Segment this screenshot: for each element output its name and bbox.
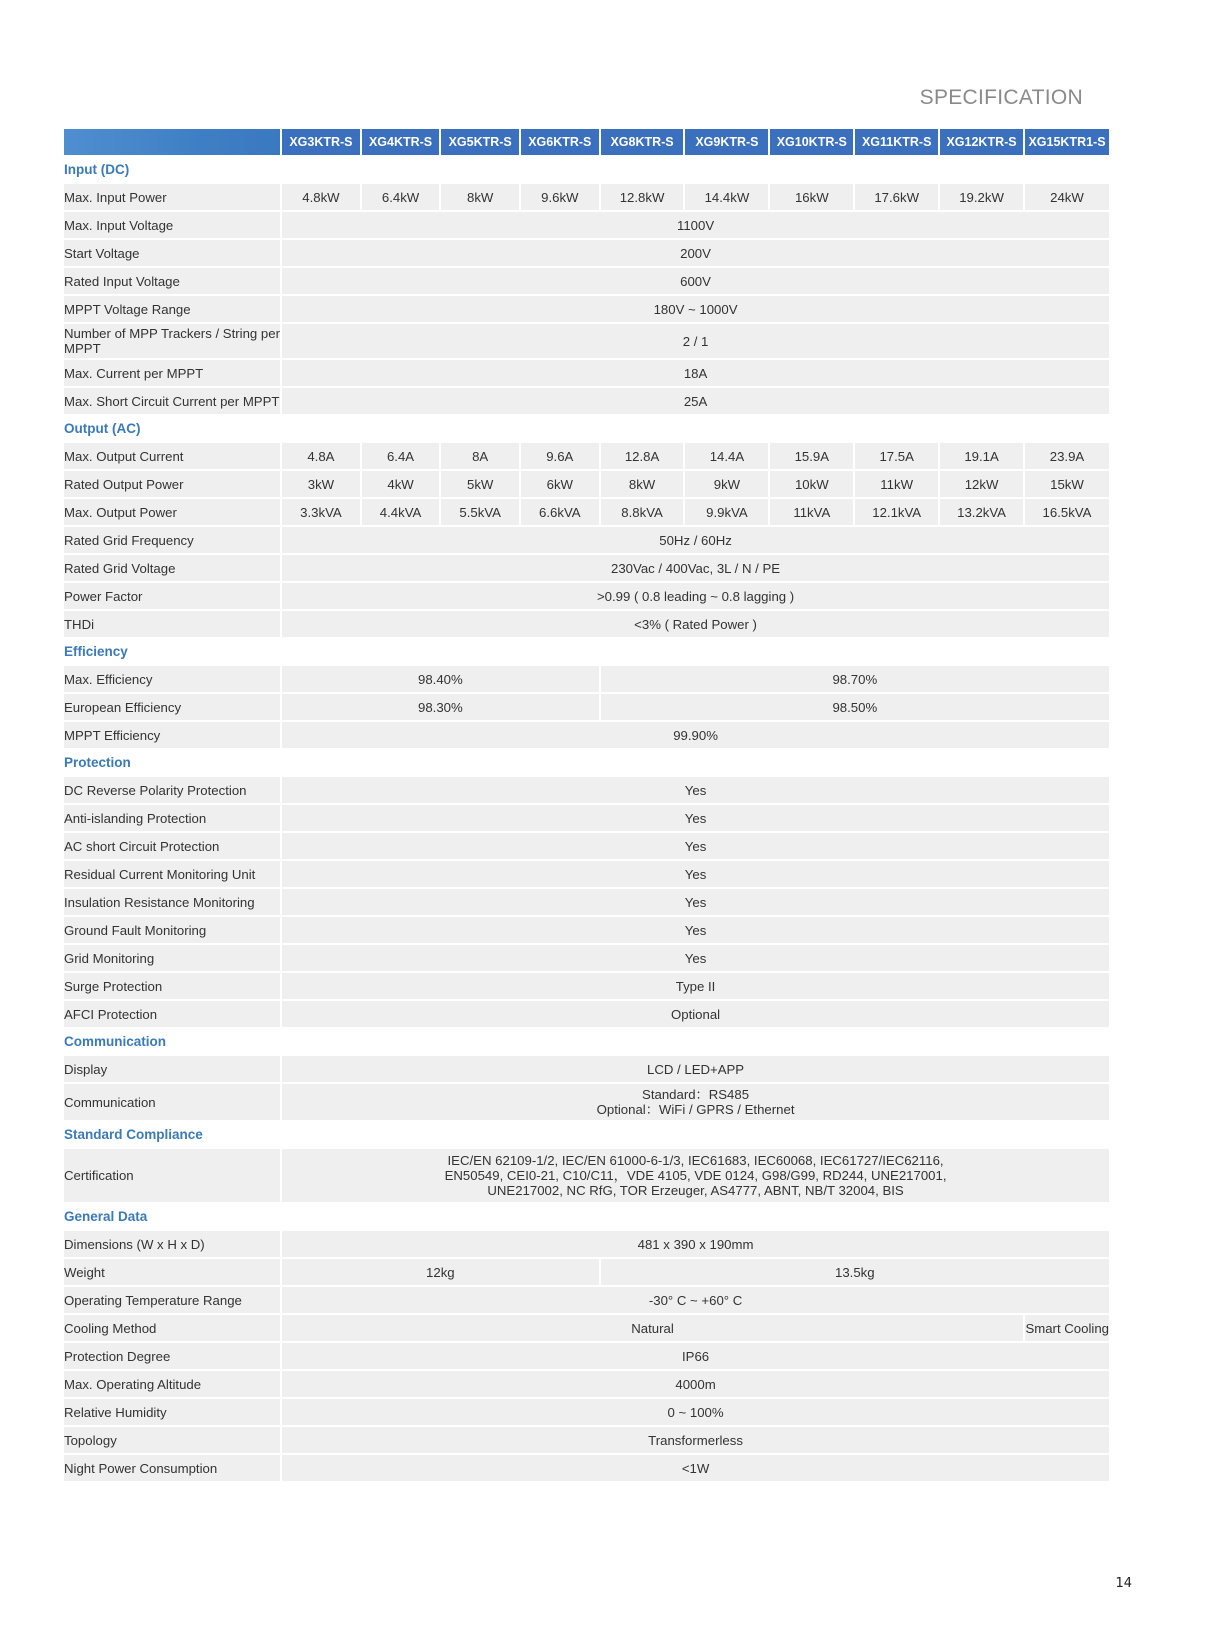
table-row xyxy=(64,360,1109,386)
cell-value: 0 ~ 100% xyxy=(282,1399,1109,1425)
cell-value: Yes xyxy=(282,861,1109,887)
table-row xyxy=(64,555,1109,581)
cell-value: 16.5kVA xyxy=(1025,499,1109,525)
model-header: XG11KTR-S xyxy=(855,129,938,155)
cell-value: Natural xyxy=(282,1315,1023,1341)
cell-line: Optional：WiFi / GPRS / Ethernet xyxy=(596,1102,795,1117)
table-row xyxy=(64,722,1109,748)
row-label: Cooling Method xyxy=(64,1315,280,1341)
cell-value: Yes xyxy=(282,805,1109,831)
cell-value: 12kg xyxy=(282,1259,599,1285)
table-row xyxy=(64,184,1109,210)
cell-value: Yes xyxy=(282,889,1109,915)
table-row xyxy=(64,1149,1109,1202)
cell-value: 8A xyxy=(441,443,519,469)
table-row xyxy=(64,268,1109,294)
table-row xyxy=(64,777,1109,803)
cell-value: 12.8kW xyxy=(601,184,684,210)
cell-value: 3kW xyxy=(282,471,360,497)
cell-value: 6.4kW xyxy=(362,184,440,210)
table-row xyxy=(64,499,1109,525)
section-title-communication: Communication xyxy=(64,1029,1109,1054)
cell-value: 15.9A xyxy=(770,443,853,469)
cell-value: 4.8A xyxy=(282,443,360,469)
cell-value: 17.5A xyxy=(855,443,938,469)
cell-value: Type II xyxy=(282,973,1109,999)
cell-value: 200V xyxy=(282,240,1109,266)
cell-value: Yes xyxy=(282,945,1109,971)
cell-value: 12kW xyxy=(940,471,1023,497)
row-label: Number of MPP Trackers / String per MPPT xyxy=(64,326,280,356)
cell-value: 98.70% xyxy=(601,666,1109,692)
cell-value: 24kW xyxy=(1025,184,1109,210)
cell-value: 11kVA xyxy=(770,499,853,525)
model-header-row xyxy=(64,129,1109,155)
table-row xyxy=(64,1399,1109,1425)
row-label: Max. Efficiency xyxy=(64,666,280,692)
table-row xyxy=(64,527,1109,553)
cell-value: 18A xyxy=(282,360,1109,386)
model-header: XG6KTR-S xyxy=(521,129,599,155)
model-header: XG8KTR-S xyxy=(601,129,684,155)
row-label: Topology xyxy=(64,1427,280,1453)
row-label: Anti-islanding Protection xyxy=(64,805,280,831)
table-row xyxy=(64,324,1109,358)
cell-value: 600V xyxy=(282,268,1109,294)
table-row xyxy=(64,666,1109,692)
row-label: Ground Fault Monitoring xyxy=(64,917,280,943)
table-row xyxy=(64,1315,1109,1341)
cell-value: Yes xyxy=(282,777,1109,803)
table-row xyxy=(64,945,1109,971)
cell-value: 1100V xyxy=(282,212,1109,238)
cell-value: 10kW xyxy=(770,471,853,497)
table-row xyxy=(64,583,1109,609)
cell-value: 13.2kVA xyxy=(940,499,1023,525)
model-header: XG3KTR-S xyxy=(282,129,360,155)
cell-value: Yes xyxy=(282,917,1109,943)
cell-value: 9.9kVA xyxy=(685,499,768,525)
cell-line: IEC/EN 62109-1/2, IEC/EN 61000-6-1/3, IEC61683, IEC60068, IEC61727/IEC62116, xyxy=(447,1153,944,1168)
cell-value: 16kW xyxy=(770,184,853,210)
table-row xyxy=(64,1231,1109,1257)
row-label: MPPT Efficiency xyxy=(64,722,280,748)
cell-line: UNE217002, NC RfG, TOR Erzeuger, AS4777, ABNT, NB/T 32004, BIS xyxy=(487,1183,904,1198)
row-label: Protection Degree xyxy=(64,1343,280,1369)
row-label: Max. Output Power xyxy=(64,499,280,525)
model-header: XG9KTR-S xyxy=(685,129,768,155)
page-number: 14 xyxy=(1115,1576,1132,1591)
row-label: Communication xyxy=(64,1084,280,1120)
cell-value xyxy=(282,1149,1109,1202)
cell-line: Standard：RS485 xyxy=(642,1087,750,1102)
cell-value: 19.2kW xyxy=(940,184,1023,210)
section-title-compliance: Standard Compliance xyxy=(64,1122,1109,1147)
table-row xyxy=(64,833,1109,859)
cell-value: 6.4A xyxy=(362,443,440,469)
cell-value: 5.5kVA xyxy=(441,499,519,525)
cell-value: -30° C ~ +60° C xyxy=(282,1287,1109,1313)
cell-value: 6.6kVA xyxy=(521,499,599,525)
table-row xyxy=(64,388,1109,414)
section-title-protection: Protection xyxy=(64,750,1109,775)
table-row xyxy=(64,1259,1109,1285)
table-row xyxy=(64,861,1109,887)
header-corner xyxy=(64,129,280,155)
section-title-efficiency: Efficiency xyxy=(64,639,1109,664)
section-title-output: Output (AC) xyxy=(64,416,1109,441)
cell-value: 50Hz / 60Hz xyxy=(282,527,1109,553)
table-row xyxy=(64,973,1109,999)
cell-value: 98.30% xyxy=(282,694,599,720)
cell-value: 17.6kW xyxy=(855,184,938,210)
row-label: Max. Current per MPPT xyxy=(64,360,280,386)
row-label: Rated Input Voltage xyxy=(64,268,280,294)
table-row xyxy=(64,1001,1109,1027)
table-row xyxy=(64,1287,1109,1313)
page-title: SPECIFICATION xyxy=(919,86,1083,109)
cell-value: 4kW xyxy=(362,471,440,497)
row-label: Residual Current Monitoring Unit xyxy=(64,861,280,887)
model-header: XG10KTR-S xyxy=(770,129,853,155)
section-title-input: Input (DC) xyxy=(64,157,1109,182)
table-row xyxy=(64,1371,1109,1397)
model-header: XG4KTR-S xyxy=(362,129,440,155)
table-row xyxy=(64,889,1109,915)
cell-value: 25A xyxy=(282,388,1109,414)
cell-value: Transformerless xyxy=(282,1427,1109,1453)
table-row xyxy=(64,443,1109,469)
row-label: Certification xyxy=(64,1149,280,1202)
row-label: Max. Short Circuit Current per MPPT xyxy=(64,388,280,414)
row-label: Max. Input Power xyxy=(64,184,280,210)
cell-value: 19.1A xyxy=(940,443,1023,469)
cell-value: 8kW xyxy=(441,184,519,210)
row-label: Rated Output Power xyxy=(64,471,280,497)
cell-value: 481 x 390 x 190mm xyxy=(282,1231,1109,1257)
cell-value: <1W xyxy=(282,1455,1109,1481)
table-row xyxy=(64,1343,1109,1369)
row-label: Power Factor xyxy=(64,583,280,609)
table-row xyxy=(64,296,1109,322)
cell-value: Optional xyxy=(282,1001,1109,1027)
cell-value: 8.8kVA xyxy=(601,499,684,525)
cell-value: 3.3kVA xyxy=(282,499,360,525)
cell-value: LCD / LED+APP xyxy=(282,1056,1109,1082)
row-label: Display xyxy=(64,1056,280,1082)
row-label: Rated Grid Voltage xyxy=(64,555,280,581)
table-row xyxy=(64,917,1109,943)
table-row xyxy=(64,212,1109,238)
cell-value: <3% ( Rated Power ) xyxy=(282,611,1109,637)
row-label: Relative Humidity xyxy=(64,1399,280,1425)
row-label: AFCI Protection xyxy=(64,1001,280,1027)
table-row xyxy=(64,471,1109,497)
cell-value: 2 / 1 xyxy=(282,324,1109,358)
row-label: Max. Operating Altitude xyxy=(64,1371,280,1397)
model-header: XG12KTR-S xyxy=(940,129,1023,155)
row-label: AC short Circuit Protection xyxy=(64,833,280,859)
cell-value: 12.8A xyxy=(601,443,684,469)
cell-value: 15kW xyxy=(1025,471,1109,497)
cell-value: 98.40% xyxy=(282,666,599,692)
cell-value: 9.6kW xyxy=(521,184,599,210)
cell-value: 98.50% xyxy=(601,694,1109,720)
table-row xyxy=(64,1056,1109,1082)
cell-value xyxy=(282,1084,1109,1120)
row-label: Max. Input Voltage xyxy=(64,212,280,238)
cell-value: 6kW xyxy=(521,471,599,497)
row-label: Insulation Resistance Monitoring xyxy=(64,889,280,915)
row-label: THDi xyxy=(64,611,280,637)
cell-value: >0.99 ( 0.8 leading ~ 0.8 lagging ) xyxy=(282,583,1109,609)
cell-value: IP66 xyxy=(282,1343,1109,1369)
table-row xyxy=(64,1427,1109,1453)
table-row xyxy=(64,805,1109,831)
row-label: MPPT Voltage Range xyxy=(64,296,280,322)
row-label: Dimensions (W x H x D) xyxy=(64,1231,280,1257)
row-label: European Efficiency xyxy=(64,694,280,720)
table-row xyxy=(64,1084,1109,1120)
cell-value: 13.5kg xyxy=(601,1259,1109,1285)
row-label: Operating Temperature Range xyxy=(64,1287,280,1313)
row-label: Rated Grid Frequency xyxy=(64,527,280,553)
row-label: Night Power Consumption xyxy=(64,1455,280,1481)
cell-value: 4.4kVA xyxy=(362,499,440,525)
row-label: Max. Output Current xyxy=(64,443,280,469)
cell-value: 11kW xyxy=(855,471,938,497)
cell-value: 14.4kW xyxy=(685,184,768,210)
table-row xyxy=(64,1455,1109,1481)
cell-value: 23.9A xyxy=(1025,443,1109,469)
cell-value: 12.1kVA xyxy=(855,499,938,525)
cell-value: 14.4A xyxy=(685,443,768,469)
model-header: XG5KTR-S xyxy=(441,129,519,155)
table-row xyxy=(64,240,1109,266)
table-row xyxy=(64,611,1109,637)
cell-value: 180V ~ 1000V xyxy=(282,296,1109,322)
row-label: DC Reverse Polarity Protection xyxy=(64,777,280,803)
row-label: Weight xyxy=(64,1259,280,1285)
cell-value: Yes xyxy=(282,833,1109,859)
cell-value: 99.90% xyxy=(282,722,1109,748)
specification-table xyxy=(62,127,1111,1483)
row-label: Grid Monitoring xyxy=(64,945,280,971)
table-row xyxy=(64,694,1109,720)
cell-value: 4000m xyxy=(282,1371,1109,1397)
row-label: Start Voltage xyxy=(64,240,280,266)
cell-value: 5kW xyxy=(441,471,519,497)
cell-value: 230Vac / 400Vac, 3L / N / PE xyxy=(282,555,1109,581)
cell-value: 8kW xyxy=(601,471,684,497)
cell-value: 9kW xyxy=(685,471,768,497)
model-header: XG15KTR1-S xyxy=(1025,129,1109,155)
cell-value: 9.6A xyxy=(521,443,599,469)
row-label: Surge Protection xyxy=(64,973,280,999)
cell-value: Smart Cooling xyxy=(1025,1315,1109,1341)
section-title-general: General Data xyxy=(64,1204,1109,1229)
cell-line: EN50549, CEI0-21, C10/C11，VDE 4105, VDE 0124, G98/G99, RD244, UNE217001, xyxy=(444,1168,947,1183)
cell-value: 4.8kW xyxy=(282,184,360,210)
